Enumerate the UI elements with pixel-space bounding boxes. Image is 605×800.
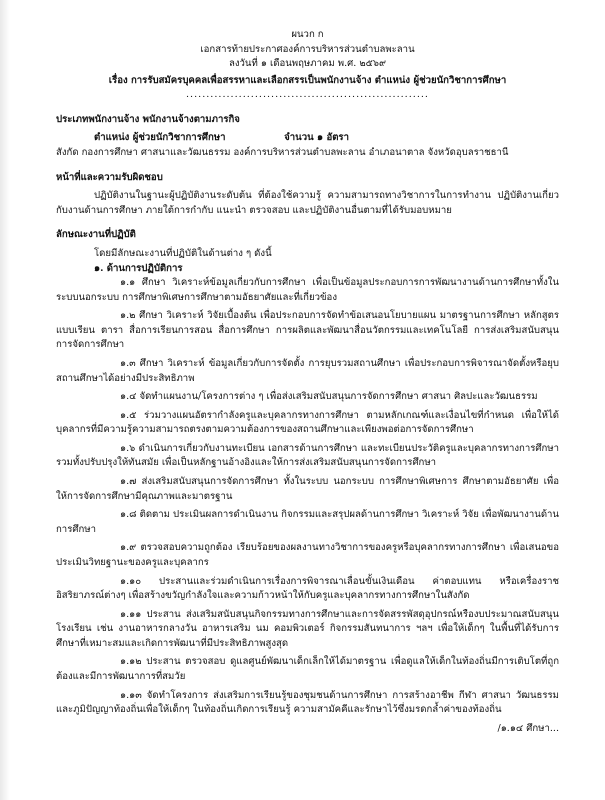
work-item: ๑.๔ จัดทำแผนงาน/โครงการต่าง ๆ เพื่อส่งเสริมสนับสนุนการจัดการศึกษา ศาสนา ศิลปะและวัฒนธรรม [120, 391, 538, 403]
duties-text: ปฏิบัติงานในฐานะผู้ปฏิบัติงานระดับต้น ที่ต้องใช้ความรู้ ความสามารถทางวิชาการในการทำงาน ปฏิบัติงานเกี่ยวกับงานด้านการศึกษา ภายใต้การกำกับ แนะนำ ตรวจสอบ และปฏิบัติงานอื่นตามที่ได้รับมอบหมาย [56, 190, 559, 216]
document-date: ลงวันที่ ๑ เดือนพฤษภาคม พ.ศ. ๒๕๖๙ [228, 58, 387, 70]
work-item-list [56, 276, 559, 718]
position-title-row [56, 131, 559, 146]
work-item: ๑.๓ ศึกษา วิเคราะห์ ข้อมูลเกี่ยวกับการจัดตั้ง การยุบรวมสถานศึกษา เพื่อประกอบการพิจารณาจัดตั้งหรือยุบสถานศึกษาได้อย่างมีประสิทธิภาพ [56, 357, 559, 384]
annex-label: ผนวก ก [291, 29, 324, 40]
position-affiliation: สังกัด กองการศึกษา ศาสนาและวัฒนธรรม องค์การบริหารส่วนตำบลพะลาน อำเภอนาตาล จังหวัดอุบลราชธานี [56, 147, 509, 159]
work-intro: โดยมีลักษณะงานที่ปฏิบัติในด้านต่าง ๆ ดังนี้ [94, 247, 272, 259]
work-item: ๑.๗ ส่งเสริมสนับสนุนการจัดการศึกษา ทั้งในระบบ นอกระบบ การศึกษาพิเศษการ ศึกษาตามอัธยาศัย เพื่อให้การจัดการศึกษามีคุณภาพและมาตรฐาน [56, 476, 559, 502]
work-item: ๑.๒ ศึกษา วิเคราะห์ วิจัยเบื้องต้น เพื่อประกอบการจัดทำข้อเสนอนโยบายแผน มาตรฐานการศึกษา หลักสูตร แบบเรียน ตารา สื่อการเรียนการสอน สื่อการศึกษา การผลิตและพัฒนาสื่อนวัตกรรมและเทคโนโลยี การส่งเสริมสนับสนุนการจัดการศึกษา [56, 310, 559, 351]
work-item: ๑.๘ ติดตาม ประเมินผลการดำเนินงาน กิจกรรมและสรุปผลด้านการศึกษา วิเคราะห์ วิจัย เพื่อพัฒนางานด้านการศึกษา [56, 509, 559, 535]
work-item: ๑.๑๑ ประสาน ส่งเสริมสนับสนุนกิจกรรมทางการศึกษาและการจัดสรรพัสดุอุปกรณ์หรืองบประมาณสนับสนุนโรงเรียน เช่น งานอาหารกลางวัน อาหารเสริม นม คอมพิวเตอร์ กิจกรรมสันทนาการ ฯลฯ เพื่อให้เด็กๆ ในพื้นที่ได้รับการศึกษาที่เหมาะสมและเกิดการพัฒนาที่มีประสิทธิภาพสูงสุด [56, 608, 559, 649]
work-item: ๑.๕ ร่วมวางแผนอัตรากำลังครูและบุคลากรทางการศึกษา ตามหลักเกณฑ์และเงื่อนไขที่กำหนด เพื่อให้ได้บุคลากรที่มีความรู้ความสามารถตรงตามความต้องการของสถานศึกษาและเพียงพอต่อการจัดการศึกษา [56, 409, 559, 436]
work-sub-heading: ๑. ด้านการปฏิบัติการ [94, 262, 183, 274]
work-item: ๑.๖ ดำเนินการเกี่ยวกับงานทะเบียน เอกสารด้านการศึกษา และทะเบียนประวัติครูและบุคลากรทางการศึกษา รวมทั้งปรับปรุงให้ทันสมัย เพื่อเป็นหลักฐานอ้างอิงและให้การส่งเสริมสนับสนุนการจัดการศึกษา [56, 442, 559, 469]
duties-heading: หน้าที่และความรับผิดชอบ [56, 171, 163, 183]
work-item: ๑.๑ ศึกษา วิเคราะห์ข้อมูลเกี่ยวกับการศึกษา เพื่อเป็นข้อมูลประกอบการการพัฒนางานด้านการศึกษาทั้งในระบบนอกระบบ การศึกษาพิเศษการศึกษาตามอัธยาศัยและที่เกี่ยวข้อง [56, 277, 559, 303]
work-heading: ลักษณะงานที่ปฏิบัติ [56, 229, 136, 241]
position-category: ประเภทพนักงานจ้าง พนักงานจ้างตามภารกิจ [56, 113, 240, 125]
work-item: ๑.๙ ตรวจสอบความถูกต้อง เรียบร้อยของผลงานทางวิชาการของครูหรือบุคลากรทางการศึกษา เพื่อเสนอขอประเมินวิทยฐานะของครูและบุคลากร [56, 542, 559, 568]
scan-edge-shadow [0, 0, 10, 800]
work-item: ๑.๑๐ ประสานและร่วมดำเนินการเรื่องการพิจารณาเลื่อนขั้นเงินเดือน ค่าตอบแทน หรือเครื่องราชอิสริยาภรณ์ต่างๆ เพื่อสร้างขวัญกำลังใจและความก้าวหน้าให้กับครูและบุคลากรทางการศึกษาในสังกัด [56, 575, 559, 602]
position-count: จำนวน ๑ อัตรา [284, 132, 349, 144]
work-item: ๑.๑๒ ประสาน ตรวจสอบ ดูแลศูนย์พัฒนาเด็กเล็กให้ได้มาตรฐาน เพื่อดูแลให้เด็กในท้องถิ่นมีการเติบโตที่ถูกต้องและมีการพัฒนาการที่สมวัย [56, 656, 559, 682]
document-title: เอกสารท้ายประกาศองค์การบริหารส่วนตำบลพะลาน [200, 43, 415, 55]
position-title: ตำแหน่ง ผู้ช่วยนักวิชาการศึกษา [94, 132, 226, 144]
divider-dots: ............................................................ [186, 89, 429, 101]
document-subject: เรื่อง การรับสมัครบุคคลเพื่อสรรหาและเลือกสรรเป็นพนักงานจ้าง ตำแหน่ง ผู้ช่วยนักวิชาการศึกษา [108, 74, 507, 86]
work-item: ๑.๑๓ จัดทำโครงการ ส่งเสริมการเรียนรู้ของชุมชนด้านการศึกษา การสร้างอาชีพ กีฬา ศาสนา วัฒนธรรม และภูมิปัญญาท้องถิ่นเพื่อให้เด็กๆ ในท้องถิ่นเกิดการเรียนรู้ ความสามัคคีและรักษาไว้ซึ่งมรดกล้ำค่าของท้องถิ่น [56, 689, 559, 716]
continued-marker: /๑.๑๔ ศึกษา... [497, 722, 559, 734]
